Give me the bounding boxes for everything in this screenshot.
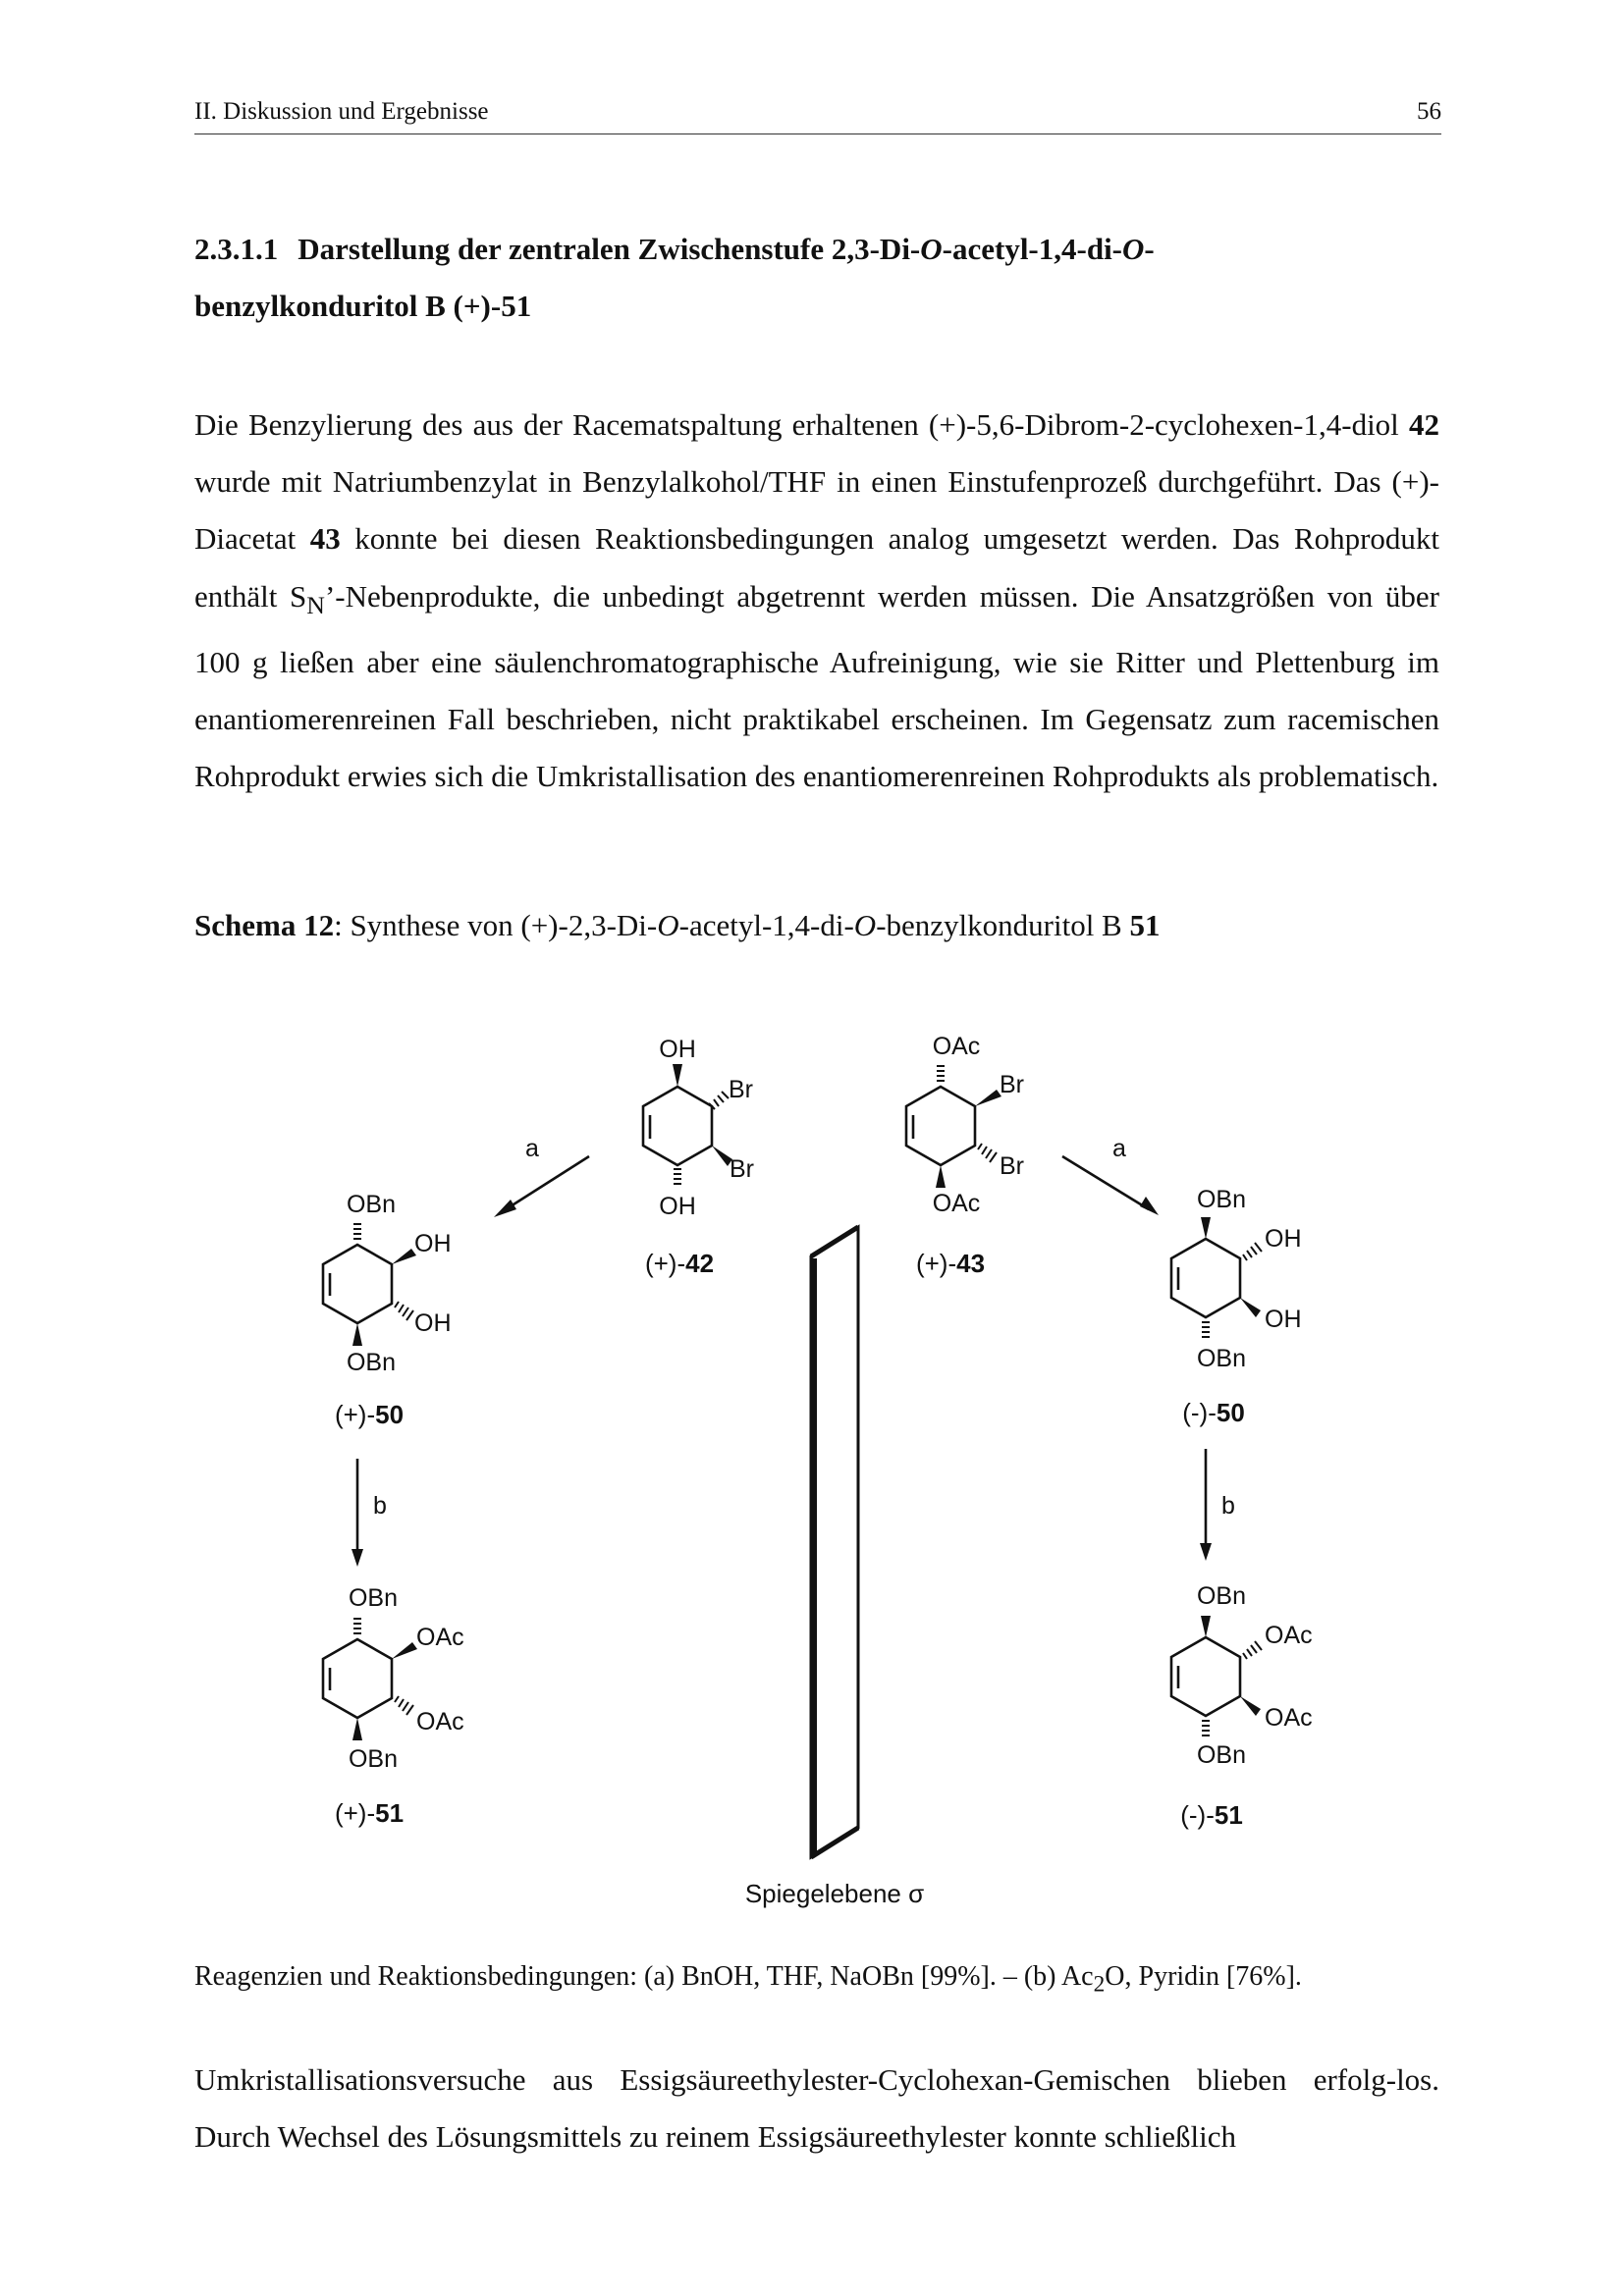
arrow-b-left [352, 1459, 387, 1567]
structure-plus-51 [323, 1584, 464, 1828]
structure-minus-50 [1171, 1186, 1302, 1427]
svg-text:a: a [1112, 1135, 1126, 1162]
svg-text:OBn: OBn [1196, 1582, 1247, 1610]
compound-label-minus-51: (-)-51 [1180, 1800, 1243, 1830]
compound-label-42: (+)-42 [644, 1249, 715, 1278]
compound-label-43: (+)-43 [915, 1249, 986, 1278]
compound-ref-42: 42 [1409, 407, 1439, 442]
svg-text:OH: OH [414, 1230, 452, 1257]
mirror-plane-label: Spiegelebene σ [744, 1879, 925, 1908]
svg-text:OBn: OBn [346, 1191, 397, 1218]
paragraph-1: Die Benzylierung des aus der Racematspaltung erhaltenen (+)-5,6-Dibrom-2-cyclohexen-1,4-diol 42 wurde mit Natriumbenzylat in Benzylalkohol/THF in einen Einstufenprozeß durchgeführt. Das (+)-Diacetat 43 konnte bei diesen Reaktionsbedingungen analog umgesetzt werden. Das Rohprodukt enthält $S_N$’-Nebenprodukte, die unbedingt abgetrennt werden müssen. Die Ansatzgrößen von über 100 g ließen aber eine säulenchromatographische Aufreinigung, wie sie Ritter und Plettenburg im enantiomerenreinen Fall beschrieben, nicht praktikabel erscheinen. Im Gegensatz zum racemischen Rohprodukt erwies sich die Umkristallisation des enantiomerenreinen Rohprodukts als problematisch. [194, 407, 1440, 794]
svg-text:OBn: OBn [1196, 1741, 1247, 1769]
svg-text:OBn: OBn [348, 1584, 399, 1612]
svg-text:Br: Br [730, 1155, 754, 1183]
svg-text:a: a [525, 1135, 539, 1162]
svg-text:OH: OH [1265, 1225, 1302, 1253]
svg-text:b: b [373, 1492, 387, 1520]
arrow-b-right [1200, 1449, 1235, 1561]
svg-text:Br: Br [729, 1076, 753, 1103]
compound-label-plus-50: (+)-50 [334, 1400, 405, 1429]
svg-text:OH: OH [414, 1309, 452, 1337]
heading-line-2: benzylkonduritol B (+)-51 [194, 289, 532, 323]
svg-text:OAc: OAc [932, 1190, 981, 1217]
svg-text:OH: OH [659, 1036, 696, 1063]
page-number: 56 [1417, 98, 1441, 125]
svg-text:OBn: OBn [346, 1349, 397, 1376]
header-section: II. Diskussion und Ergebnisse [194, 98, 489, 125]
arrow-a-left [494, 1135, 589, 1217]
compound-label-plus-51: (+)-51 [334, 1798, 405, 1828]
svg-text:OAc: OAc [1265, 1622, 1313, 1649]
svg-text:Br: Br [1000, 1071, 1024, 1098]
svg-text:OBn: OBn [1196, 1186, 1247, 1213]
heading-line-1: 2.3.1.1 Darstellung der zentralen Zwischenstufe 2,3-Di-O-acetyl-1,4-di-O- [194, 232, 1155, 266]
structure-plus-50 [323, 1191, 452, 1429]
structure-minus-51 [1171, 1582, 1313, 1830]
scheme-label: Schema 12 [194, 908, 335, 942]
paragraph-2: Umkristallisationsversuche aus Essigsäureethylester-Cyclohexan-Gemischen blieben erfolg-los. Durch Wechsel des Lösungsmittels zu reinem Essigsäureethylester konnte schließlich [194, 2062, 1439, 2155]
heading-number: 2.3.1.1 [194, 232, 279, 266]
svg-text:b: b [1221, 1492, 1235, 1520]
compound-ref-43: 43 [309, 521, 341, 557]
reagents-conditions: Reagenzien und Reaktionsbedingungen: (a) BnOH, THF, NaOBn [99%]. – (b) $Ac_2O$, Pyridin [76%]. [194, 1961, 1302, 1998]
svg-text:Br: Br [1000, 1152, 1024, 1180]
structure-43 [906, 1033, 1024, 1278]
svg-text:OH: OH [1265, 1306, 1302, 1333]
svg-text:OAc: OAc [932, 1033, 981, 1060]
svg-text:OBn: OBn [1196, 1345, 1247, 1372]
svg-text:OBn: OBn [348, 1745, 399, 1773]
mirror-plane [745, 1227, 924, 1908]
structure-42 [643, 1036, 754, 1278]
scheme-caption: Schema 12: Synthese von (+)-2,3-Di-O-acetyl-1,4-di-O-benzylkonduritol B 51 [194, 908, 1161, 942]
compound-label-minus-50: (-)-50 [1182, 1398, 1245, 1427]
svg-text:OAc: OAc [416, 1708, 464, 1735]
svg-text:OAc: OAc [416, 1624, 464, 1651]
svg-text:OH: OH [659, 1193, 696, 1220]
arrow-a-right [1062, 1135, 1159, 1215]
svg-text:OAc: OAc [1265, 1704, 1313, 1732]
